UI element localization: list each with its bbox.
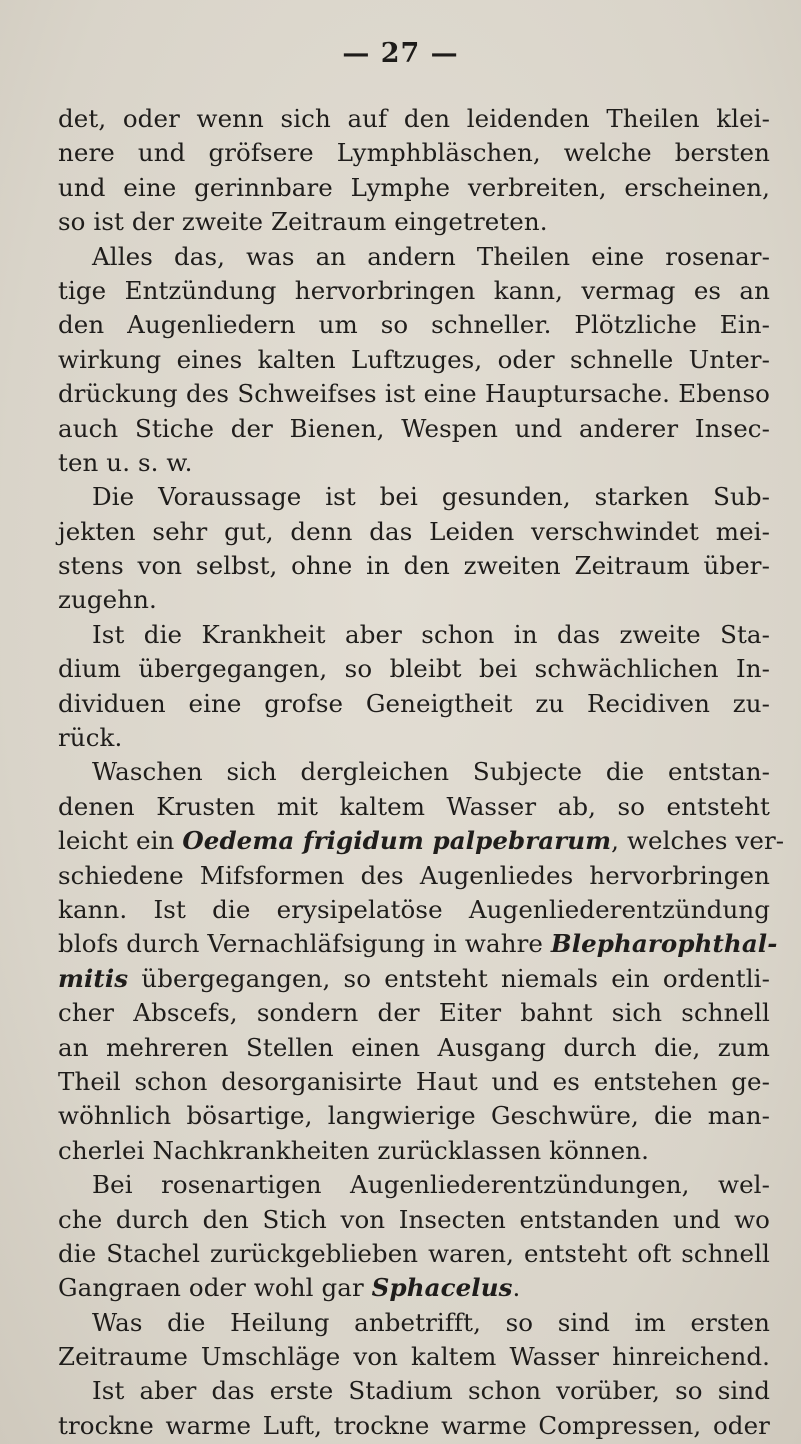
text-line: cher Abscefs, sondern der Eiter bahnt sich schnell	[58, 998, 770, 1028]
text-line: jekten sehr gut, denn das Leiden verschwindet mei-	[58, 516, 770, 546]
text-line: cherlei Nachkrankheiten zurücklassen können.	[58, 1135, 650, 1165]
text-line: rück.	[58, 723, 123, 753]
text-line: nere und gröfsere Lymphbläschen, welche bersten	[58, 138, 770, 168]
text-line: an mehreren Stellen einen Ausgang durch die, zum	[58, 1032, 770, 1062]
text-line: Alles das, was an andern Theilen eine rosenar-	[92, 241, 770, 271]
text-line: Zeitraume Umschläge von kaltem Wasser hinreichend.	[58, 1342, 770, 1372]
text-line: leicht ein Oedema frigidum palpebrarum, welches ver-	[58, 826, 785, 856]
italic-term: Sphacelus	[371, 1273, 513, 1303]
text-line: dium übergegangen, so bleibt bei schwächlichen In-	[58, 654, 770, 684]
text-line: die Stachel zurückgeblieben waren, entsteht oft schnell	[58, 1238, 770, 1268]
text-line: wirkung eines kalten Luftzuges, oder schnelle Unter-	[58, 344, 770, 374]
text-line: tige Entzündung hervorbringen kann, vermag es an	[58, 275, 770, 305]
text-line: ten u. s. w.	[58, 447, 193, 477]
text-line: mitis übergegangen, so entsteht niemals ein ordentli-	[58, 963, 770, 993]
text-line: zugehn.	[58, 585, 157, 615]
text-line: Ist die Krankheit aber schon in das zweite Sta-	[92, 619, 770, 649]
text-line: denen Krusten mit kaltem Wasser ab, so entsteht	[58, 791, 770, 821]
text-line: Was die Heilung anbetrifft, so sind im ersten	[92, 1307, 770, 1337]
text-line: det, oder wenn sich auf den leidenden Theilen klei-	[58, 104, 770, 133]
italic-term: Blepharophthal-	[550, 929, 778, 959]
italic-term: Oedema frigidum palpebrarum	[182, 826, 612, 856]
text-line: Theil schon desorganisirte Haut und es entstehen ge-	[58, 1066, 770, 1096]
text-line: so ist der zweite Zeitraum eingetreten.	[58, 207, 548, 237]
text-line: blofs durch Vernachläfsigung in wahre Blepharophthal-	[58, 929, 778, 959]
text-line: Bei rosenartigen Augenliederentzündungen, wel-	[92, 1170, 770, 1200]
text-line: che durch den Stich von Insecten entstanden und wo	[58, 1204, 770, 1234]
text-line: Die Voraussage ist bei gesunden, starken Sub-	[92, 482, 770, 512]
text-line: Gangraen oder wohl gar Sphacelus.	[58, 1273, 521, 1303]
text-line: kann. Ist die erysipelatöse Augenliederentzündung	[58, 894, 770, 924]
italic-term: mitis	[58, 963, 129, 993]
body-text	[58, 102, 785, 1443]
text-line: drückung des Schweifses ist eine Hauptursache. Ebenso	[58, 379, 770, 409]
text-line: auch Stiche der Bienen, Wespen und anderer Insec-	[58, 413, 770, 443]
text-line: den Augenliedern um so schneller. Plötzliche Ein-	[58, 310, 770, 340]
text-line: schiedene Mifsformen des Augenliedes hervorbringen	[58, 860, 770, 890]
text-line: Ist aber das erste Stadium schon vorüber, so sind	[92, 1376, 770, 1406]
page-number-header: — 27 —	[342, 38, 459, 69]
text-line: Waschen sich dergleichen Subjecte die entstan-	[92, 757, 770, 787]
text-line: stens von selbst, ohne in den zweiten Zeitraum über-	[58, 551, 770, 581]
text-line: und eine gerinnbare Lymphe verbreiten, erscheinen,	[58, 172, 770, 202]
text-line: trockne warme Luft, trockne warme Compressen, oder	[58, 1410, 770, 1440]
text-line: wöhnlich bösartige, langwierige Geschwüre, die man-	[58, 1101, 770, 1131]
text-line: dividuen eine grofse Geneigtheit zu Recidiven zu-	[58, 688, 770, 718]
